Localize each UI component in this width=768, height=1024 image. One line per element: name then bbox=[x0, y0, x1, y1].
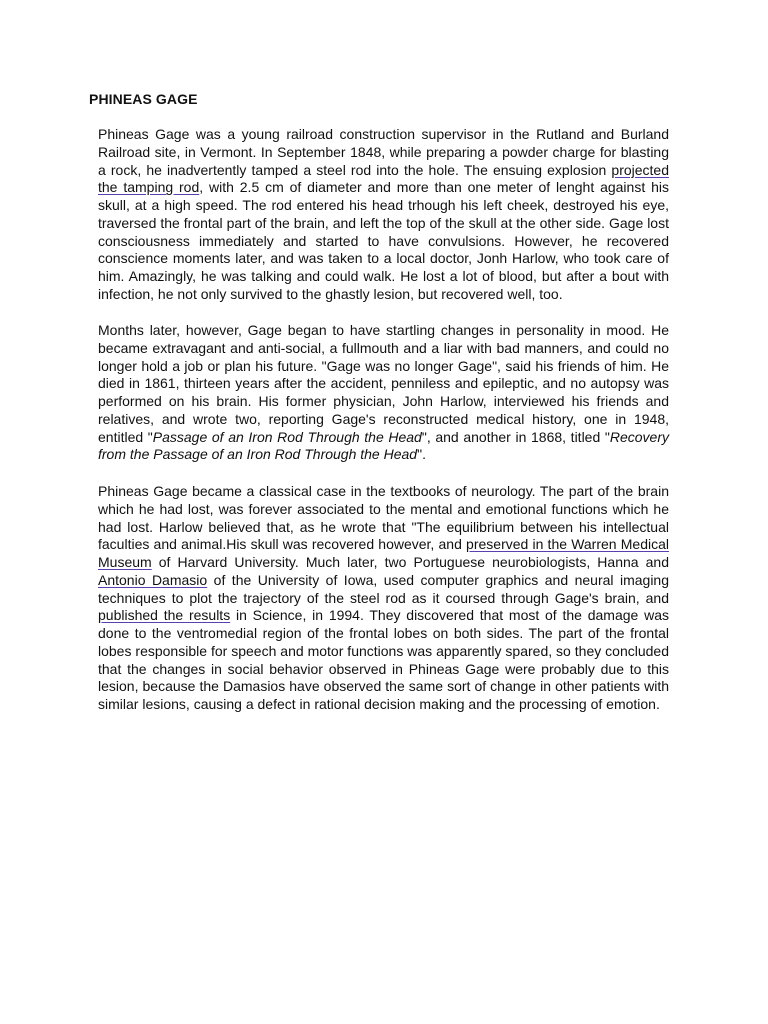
text-span: Phineas Gage became a classical case in the textbooks of neurology. The part of the brain which he had lost, was forever associated to the mental and emotional functions which he had lost. Harlow believed that, as he wrote that "The equilibrium between his intellectual faculties and animal.His skull was recovered however, and bbox=[98, 483, 669, 553]
document-title: PHINEAS GAGE bbox=[89, 91, 198, 107]
italic-title-recovery: Recovery from the Passage of an Iron Rod Through the Head bbox=[98, 428, 670, 463]
text-span: ", and another in 1868, titled " bbox=[421, 428, 610, 445]
text-span: , with 2.5 cm of diameter and more than one meter of lenght against his skull, at a high speed. The rod entered his head trhough his left cheek, destroyed his eye, traversed the frontal part of the brain, and left the top of the skull at the other side. Gage lost consciousness immediately and started to have convulsions. However, he recovered conscience moments later, and was taken to a local doctor, Jonh Harlow, who took care of him. Amazingly, he was talking and could walk. He lost a lot of blood, but after a bout with infection, he not only survived to the ghastly lesion, but recovered well, too. bbox=[98, 179, 669, 302]
text-span: of the University of Iowa, used computer graphics and neural imaging techniques to plot the trajectory of the steel rod as it coursed through Gage's brain, and bbox=[98, 571, 670, 606]
link-warren-medical-museum[interactable]: preserved in the Warren Medical Museum bbox=[98, 536, 669, 570]
link-projected-tamping-rod[interactable]: projected the tamping rod bbox=[98, 161, 669, 196]
text-span: in Science, in 1994. They discovered that most of the damage was done to the ventromedial region of the frontal lobes on both sides. The part of the frontal lobes responsible for speech and motor functions was apparently spared, so they concluded that the changes in social behavior observed in Phineas Gage were probably due to this lesion, because the Damasios have observed the same sort of change in other patients with similar lesions, causing a defect in rational decision making and the processing of emotion. bbox=[98, 607, 669, 712]
link-published-results[interactable]: published the results bbox=[98, 607, 231, 624]
paragraph-accident bbox=[98, 126, 669, 304]
text-span: Phineas Gage was a young railroad construction supervisor in the Rutland and Burland Railroad site, in Vermont. In September 1848, while preparing a powder charge for blasting a rock, he inadvertently tamped a steel rod into the hole. The ensuing explosion bbox=[98, 126, 669, 178]
text-span: Months later, however, Gage began to have startling changes in personality in mood. He became extravagant and anti-social, a fullmouth and a liar with bad manners, and could no longer hold a job or plan his future. "Gage was no longer Gage", said his friends of him. He died in 1861, thirteen years after the accident, penniless and epileptic, and no autopsy was performed on his brain. His former physician, John Harlow, interviewed his friends and relatives, and wrote two, reporting Gage's reconstructed medical history, one in 1948, entitled " bbox=[98, 322, 669, 445]
paragraph-classical-case bbox=[98, 483, 669, 714]
italic-title-passage: Passage of an Iron Rod Through the Head bbox=[152, 428, 422, 445]
link-antonio-damasio[interactable]: Antonio Damasio bbox=[98, 571, 208, 588]
text-span: of Harvard University. Much later, two Portuguese neurobiologists, Hanna and bbox=[151, 554, 669, 570]
text-span: ". bbox=[417, 446, 426, 463]
paragraph-personality-change bbox=[98, 322, 669, 464]
